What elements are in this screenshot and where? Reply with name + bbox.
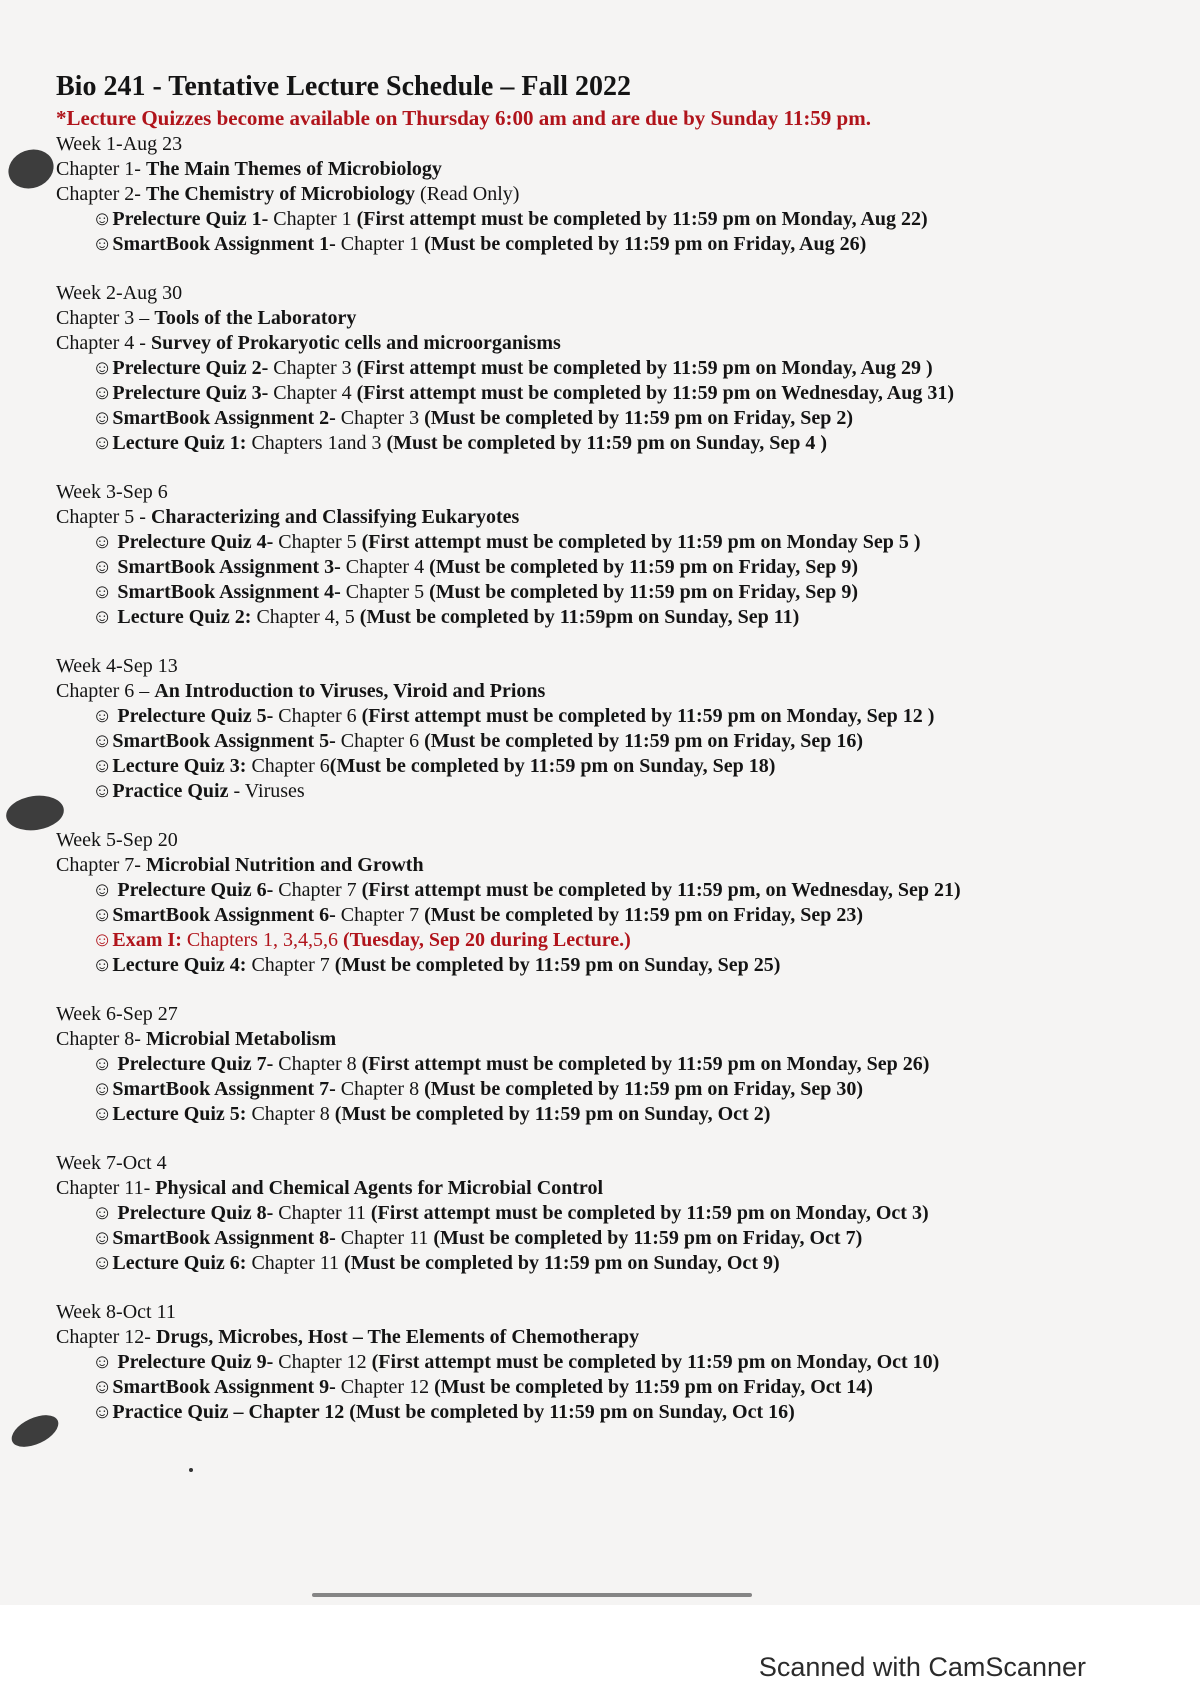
chapter-line — [56, 853, 1116, 878]
assignment-chapter: Chapter 1 — [340, 233, 425, 255]
assignment-item — [56, 754, 1116, 779]
chapter-title: Tools of the Laboratory — [154, 307, 357, 329]
smiley-icon: ☺ — [92, 233, 113, 255]
smiley-icon: ☺ — [92, 730, 113, 752]
chapter-line — [56, 505, 1116, 530]
assignment-deadline: (Must be completed by 11:59 pm on Sunday, Sep 18) — [329, 755, 776, 777]
assignment-deadline: (First attempt must be completed by 11:59 pm on Monday, Aug 29 ) — [356, 357, 933, 379]
smiley-icon: ☺ — [92, 208, 113, 230]
week-spacer — [56, 978, 1116, 1002]
smiley-icon: ☺ — [92, 1103, 113, 1125]
chapter-number: Chapter 1- — [56, 158, 146, 180]
assignment-chapter: Chapters 1and 3 — [251, 432, 387, 454]
assignment-chapter: Chapter 6 — [251, 755, 330, 777]
smiley-icon: ☺ — [92, 780, 113, 802]
assignment-chapter: Chapter 11 — [278, 1202, 371, 1224]
week-section — [56, 1002, 1116, 1151]
assignment-name: SmartBook Assignment 5- — [112, 730, 341, 752]
assignment-chapter: Chapter 3 — [273, 357, 357, 379]
smiley-icon: ☺ — [92, 705, 113, 727]
assignment-chapter: Chapter 7 — [340, 904, 425, 926]
assignment-item — [56, 704, 1116, 729]
chapter-title: Characterizing and Classifying Eukaryotes — [150, 506, 520, 528]
scan-line-mark — [312, 1593, 752, 1597]
assignment-chapter: Chapter 7 — [251, 954, 335, 976]
assignment-deadline: (First attempt must be completed by 11:59 pm on Monday, Oct 10) — [371, 1351, 940, 1373]
assignment-item — [56, 1052, 1116, 1077]
assignment-item — [56, 1226, 1116, 1251]
smiley-icon: ☺ — [92, 382, 113, 404]
assignment-item — [56, 953, 1116, 978]
smiley-icon: ☺ — [92, 954, 113, 976]
assignment-item — [56, 1375, 1116, 1400]
chapter-number: Chapter 11- — [56, 1177, 156, 1199]
assignment-deadline: (Must be completed by 11:59 pm on Sunday, Oct 9) — [344, 1252, 780, 1274]
assignment-chapter: Chapter 7 — [278, 879, 362, 901]
assignment-item — [56, 431, 1116, 456]
assignment-name: Prelecture Quiz 9- — [112, 1351, 279, 1373]
assignment-name: Prelecture Quiz 8- — [112, 1202, 279, 1224]
smiley-icon: ☺ — [92, 929, 113, 951]
chapter-number: Chapter 2- — [56, 183, 146, 205]
smiley-icon: ☺ — [92, 357, 113, 379]
week-spacer — [56, 804, 1116, 828]
quiz-notice: *Lecture Quizzes become available on Thursday 6:00 am and are due by Sunday 11:59 pm. — [56, 106, 871, 130]
smiley-icon: ☺ — [92, 1252, 113, 1274]
assignment-name: SmartBook Assignment 4- — [112, 581, 346, 603]
chapter-note: (Read Only) — [415, 183, 520, 205]
week-label: Week 4-Sep 13 — [56, 655, 178, 677]
assignment-name: SmartBook Assignment 6- — [112, 904, 341, 926]
assignment-name: Lecture Quiz 4: — [112, 954, 252, 976]
assignment-name: Prelecture Quiz 2- — [112, 357, 274, 379]
smiley-icon: ☺ — [92, 606, 113, 628]
assignment-deadline: (Must be completed by 11:59 pm on Friday, Sep 30) — [424, 1078, 863, 1100]
chapter-line — [56, 679, 1116, 704]
chapter-title: Drugs, Microbes, Host – The Elements of Chemotherapy — [155, 1326, 640, 1348]
week-section — [56, 1300, 1116, 1425]
schedule-document — [56, 70, 1116, 1425]
assignment-item — [56, 1251, 1116, 1276]
week-label: Week 5-Sep 20 — [56, 829, 178, 851]
page-title: Bio 241 - Tentative Lecture Schedule – Fall 2022 — [56, 71, 632, 102]
chapter-title: The Chemistry of Microbiology — [145, 183, 416, 205]
assignment-item — [56, 356, 1116, 381]
week-label: Week 7-Oct 4 — [56, 1152, 167, 1174]
assignment-deadline: (Must be completed by 11:59pm on Sunday, Sep 11) — [359, 606, 800, 628]
assignment-chapter: Chapter 8 — [340, 1078, 425, 1100]
assignment-deadline: (First attempt must be completed by 11:59 pm on Monday Sep 5 ) — [361, 531, 921, 553]
assignment-name: Lecture Quiz 2: — [112, 606, 257, 628]
assignment-deadline: (First attempt must be completed by 11:59 pm on Monday, Oct 3) — [370, 1202, 929, 1224]
assignment-name: Prelecture Quiz 1- — [112, 208, 274, 230]
assignment-name: SmartBook Assignment 9- — [112, 1376, 341, 1398]
smiley-icon: ☺ — [92, 879, 113, 901]
assignment-chapter: Chapter 8 — [278, 1053, 362, 1075]
assignment-deadline: (Must be completed by 11:59 pm on Friday, Sep 9) — [429, 581, 858, 603]
week-spacer — [56, 1127, 1116, 1151]
assignment-chapter: Chapter 4 — [273, 382, 357, 404]
assignment-deadline: (Must be completed by 11:59 pm on Sunday, Sep 25) — [334, 954, 781, 976]
chapter-line — [56, 1027, 1116, 1052]
chapter-line — [56, 1176, 1116, 1201]
assignment-item — [56, 1350, 1116, 1375]
assignment-deadline: (First attempt must be completed by 11:59 pm on Monday, Sep 26) — [361, 1053, 930, 1075]
assignment-item — [56, 878, 1116, 903]
week-label: Week 2-Aug 30 — [56, 282, 183, 304]
assignment-chapter: Chapter 12 — [278, 1351, 372, 1373]
assignment-chapter: Chapter 8 — [251, 1103, 335, 1125]
assignment-item — [56, 207, 1116, 232]
week-spacer — [56, 456, 1116, 480]
smiley-icon: ☺ — [92, 1401, 113, 1423]
chapter-title: An Introduction to Viruses, Viroid and Prions — [154, 680, 546, 702]
assignment-chapter: Chapter 11 — [251, 1252, 345, 1274]
week-label: Week 8-Oct 11 — [56, 1301, 176, 1323]
week-section — [56, 654, 1116, 828]
smiley-icon: ☺ — [92, 755, 113, 777]
assignment-item — [56, 1400, 1116, 1425]
assignment-deadline: (Must be completed by 11:59 pm on Friday, Sep 16) — [424, 730, 863, 752]
assignment-chapter: - Viruses — [233, 780, 305, 802]
chapter-title: The Main Themes of Microbiology — [145, 158, 442, 180]
chapter-number: Chapter 8- — [56, 1028, 146, 1050]
assignment-chapter: Chapter 6 — [340, 730, 425, 752]
assignment-chapter: Chapter 11 — [340, 1227, 434, 1249]
chapter-number: Chapter 6 – — [56, 680, 155, 702]
chapter-line — [56, 1325, 1116, 1350]
chapter-number: Chapter 4 - — [56, 332, 151, 354]
smiley-icon: ☺ — [92, 1053, 113, 1075]
chapter-line — [56, 157, 1116, 182]
smiley-icon: ☺ — [92, 531, 113, 553]
week-label: Week 6-Sep 27 — [56, 1003, 178, 1025]
assignment-item — [56, 555, 1116, 580]
assignment-name: Prelecture Quiz 6- — [112, 879, 279, 901]
assignment-name: Practice Quiz — [112, 780, 234, 802]
assignment-item — [56, 232, 1116, 257]
assignment-chapter: Chapter 6 — [278, 705, 362, 727]
assignment-item — [56, 605, 1116, 630]
smiley-icon: ☺ — [92, 1078, 113, 1100]
assignment-chapter: Chapter 1 — [273, 208, 357, 230]
assignment-deadline: (First attempt must be completed by 11:59 pm on Wednesday, Aug 31) — [356, 382, 955, 404]
assignment-deadline: (Must be completed by 11:59 pm on Sunday, Sep 4 ) — [386, 432, 828, 454]
assignment-deadline: (Must be completed by 11:59 pm on Friday, Sep 9) — [429, 556, 858, 578]
assignment-name: SmartBook Assignment 7- — [112, 1078, 341, 1100]
chapter-number: Chapter 7- — [56, 854, 146, 876]
assignment-name: Exam I: — [112, 929, 187, 951]
chapter-title: Microbial Metabolism — [145, 1028, 337, 1050]
assignment-name: SmartBook Assignment 1- — [112, 233, 341, 255]
smiley-icon: ☺ — [92, 581, 113, 603]
chapter-title: Physical and Chemical Agents for Microbial Control — [155, 1177, 604, 1199]
smiley-icon: ☺ — [92, 1227, 113, 1249]
chapter-title: Survey of Prokaryotic cells and microorganisms — [150, 332, 561, 354]
assignment-deadline: (Must be completed by 11:59 pm on Sunday, Oct 2) — [334, 1103, 771, 1125]
assignment-name: Lecture Quiz 5: — [112, 1103, 252, 1125]
weeks-list — [56, 132, 1116, 1425]
assignment-item — [56, 903, 1116, 928]
smiley-icon: ☺ — [92, 432, 113, 454]
chapter-line — [56, 306, 1116, 331]
chapter-line — [56, 182, 1116, 207]
assignment-name: Lecture Quiz 1: — [112, 432, 252, 454]
speck — [189, 1468, 193, 1472]
assignment-item — [56, 1077, 1116, 1102]
assignment-name: Prelecture Quiz 3- — [112, 382, 274, 404]
assignment-item — [56, 1201, 1116, 1226]
assignment-name: Lecture Quiz 6: — [112, 1252, 252, 1274]
assignment-deadline: (Must be completed by 11:59 pm on Sunday, Oct 16) — [349, 1401, 795, 1423]
week-spacer — [56, 257, 1116, 281]
assignment-name: SmartBook Assignment 2- — [112, 407, 341, 429]
assignment-item — [56, 381, 1116, 406]
smiley-icon: ☺ — [92, 1376, 113, 1398]
assignment-chapter: Chapter 5 — [345, 581, 430, 603]
assignment-name: Lecture Quiz 3: — [112, 755, 252, 777]
assignment-chapter: Chapter 4, 5 — [256, 606, 360, 628]
assignment-chapter: Chapter 5 — [278, 531, 362, 553]
assignment-deadline: (First attempt must be completed by 11:59 pm, on Wednesday, Sep 21) — [361, 879, 961, 901]
assignment-deadline: (First attempt must be completed by 11:59 pm on Monday, Sep 12 ) — [361, 705, 935, 727]
assignment-name: Practice Quiz – Chapter 12 — [112, 1401, 350, 1423]
week-label: Week 1-Aug 23 — [56, 133, 183, 155]
assignment-deadline: (Must be completed by 11:59 pm on Friday, Oct 7) — [433, 1227, 863, 1249]
chapter-line — [56, 331, 1116, 356]
assignment-deadline: (Must be completed by 11:59 pm on Friday, Oct 14) — [434, 1376, 873, 1398]
exam-item — [56, 928, 1116, 953]
week-section — [56, 281, 1116, 480]
assignment-deadline: (Must be completed by 11:59 pm on Friday, Sep 2) — [424, 407, 853, 429]
assignment-deadline: (First attempt must be completed by 11:59 pm on Monday, Aug 22) — [356, 208, 928, 230]
assignment-item — [56, 1102, 1116, 1127]
assignment-item — [56, 530, 1116, 555]
week-spacer — [56, 1276, 1116, 1300]
assignment-chapter: Chapter 4 — [345, 556, 430, 578]
chapter-number: Chapter 5 - — [56, 506, 151, 528]
assignment-deadline: (Must be completed by 11:59 pm on Friday, Sep 23) — [424, 904, 863, 926]
assignment-deadline: (Must be completed by 11:59 pm on Friday, Aug 26) — [424, 233, 867, 255]
assignment-name: Prelecture Quiz 7- — [112, 1053, 279, 1075]
week-label: Week 3-Sep 6 — [56, 481, 168, 503]
smiley-icon: ☺ — [92, 407, 113, 429]
assignment-item — [56, 779, 1116, 804]
assignment-chapter: Chapter 12 — [340, 1376, 435, 1398]
assignment-name: SmartBook Assignment 8- — [112, 1227, 341, 1249]
scanner-watermark: Scanned with CamScanner — [758, 1652, 1086, 1682]
chapter-title: Microbial Nutrition and Growth — [145, 854, 424, 876]
assignment-item — [56, 729, 1116, 754]
week-section — [56, 828, 1116, 1002]
assignment-chapter: Chapters 1, 3,4,5,6 — [186, 929, 343, 951]
week-section — [56, 132, 1116, 281]
week-section — [56, 1151, 1116, 1300]
smiley-icon: ☺ — [92, 904, 113, 926]
assignment-chapter: Chapter 3 — [340, 407, 425, 429]
assignment-item — [56, 580, 1116, 605]
assignment-item — [56, 406, 1116, 431]
assignment-name: Prelecture Quiz 5- — [112, 705, 279, 727]
smiley-icon: ☺ — [92, 556, 113, 578]
assignment-name: Prelecture Quiz 4- — [112, 531, 279, 553]
chapter-number: Chapter 12- — [56, 1326, 156, 1348]
assignment-name: SmartBook Assignment 3- — [112, 556, 346, 578]
chapter-number: Chapter 3 – — [56, 307, 155, 329]
smiley-icon: ☺ — [92, 1351, 113, 1373]
assignment-deadline: (Tuesday, Sep 20 during Lecture.) — [342, 929, 631, 951]
week-section — [56, 480, 1116, 654]
week-spacer — [56, 630, 1116, 654]
smiley-icon: ☺ — [92, 1202, 113, 1224]
